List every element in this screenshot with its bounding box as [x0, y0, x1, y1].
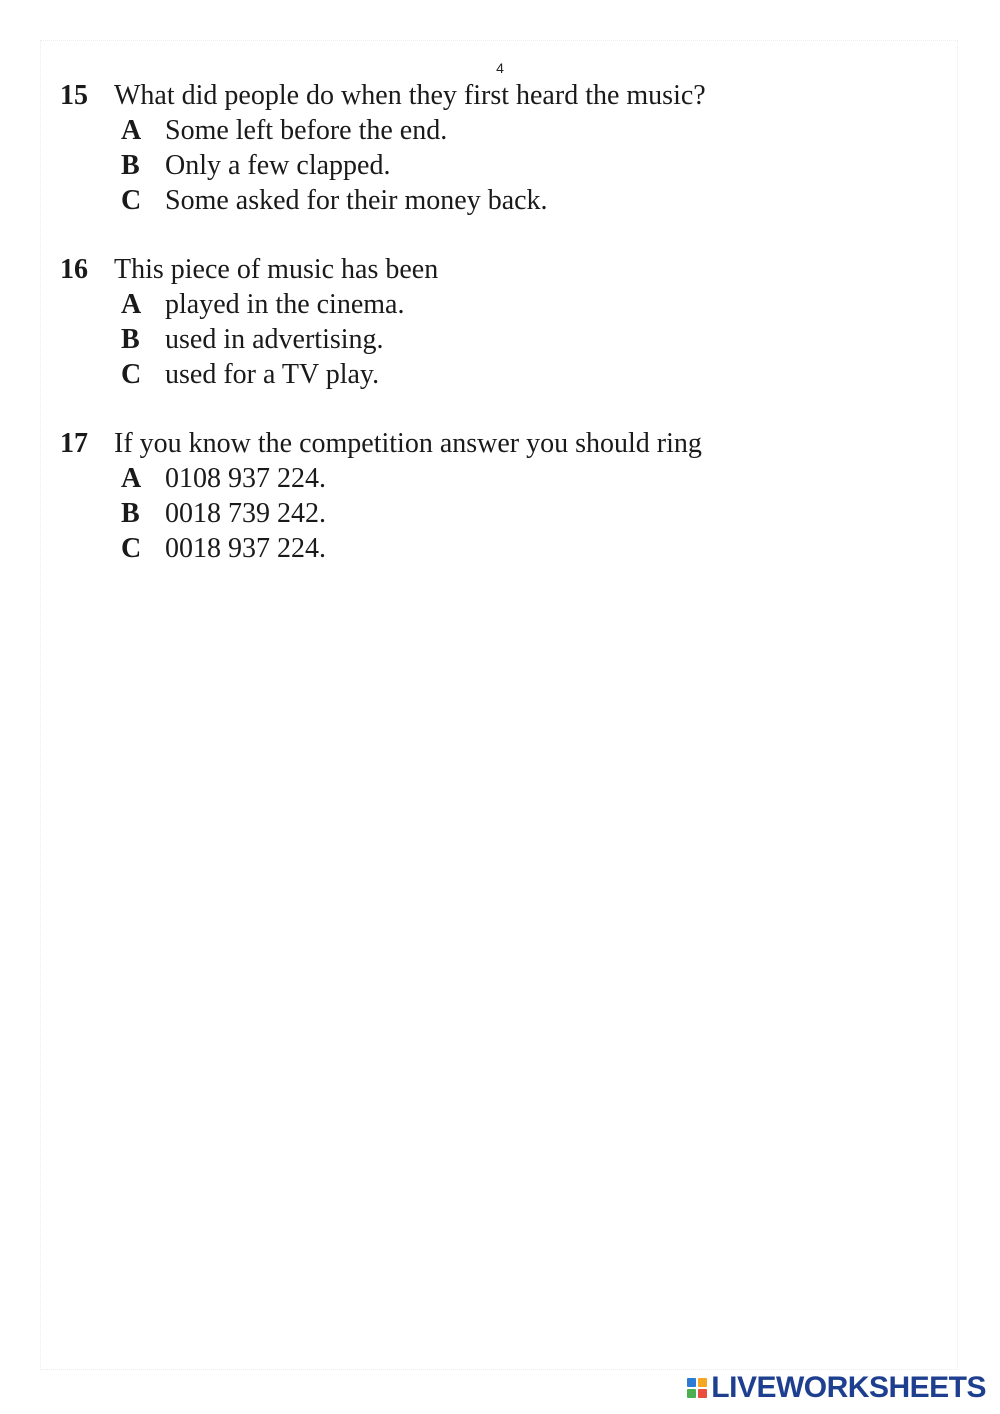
- liveworksheets-logo-icon: [687, 1378, 707, 1398]
- option-15-c[interactable]: [60, 183, 940, 218]
- question-15: [60, 78, 940, 218]
- option-text: 0018 937 224.: [165, 533, 326, 564]
- logo-cell-blue: [687, 1378, 696, 1387]
- option-letter: B: [121, 324, 140, 355]
- question-header: [60, 252, 940, 287]
- option-letter: C: [121, 185, 142, 216]
- brand-text: LIVEWORKSHEETS: [711, 1371, 986, 1404]
- questions-list: [60, 78, 940, 600]
- question-text: What did people do when they first heard the music?: [114, 80, 706, 111]
- option-text: used for a TV play.: [165, 359, 380, 390]
- option-letter: A: [121, 289, 142, 320]
- question-17: [60, 426, 940, 566]
- option-text: Only a few clapped.: [165, 150, 391, 181]
- option-16-a[interactable]: [60, 287, 940, 322]
- question-header: [60, 78, 940, 113]
- question-number: 16: [60, 254, 88, 285]
- option-text: Some asked for their money back.: [165, 185, 548, 216]
- option-17-c[interactable]: [60, 531, 940, 566]
- option-15-a[interactable]: [60, 113, 940, 148]
- liveworksheets-brand[interactable]: [687, 1370, 986, 1406]
- logo-cell-green: [687, 1389, 696, 1398]
- question-16: [60, 252, 940, 392]
- option-text: used in advertising.: [165, 324, 384, 355]
- option-text: 0018 739 242.: [165, 498, 326, 529]
- question-text: If you know the competition answer you should ring: [114, 428, 702, 459]
- option-letter: A: [121, 463, 142, 494]
- option-text: 0108 937 224.: [165, 463, 326, 494]
- option-letter: C: [121, 533, 142, 564]
- option-17-a[interactable]: [60, 461, 940, 496]
- logo-cell-orange: [698, 1378, 707, 1387]
- question-text: This piece of music has been: [114, 254, 439, 285]
- question-header: [60, 426, 940, 461]
- option-16-c[interactable]: [60, 357, 940, 392]
- question-number: 17: [60, 428, 88, 459]
- logo-cell-red: [698, 1389, 707, 1398]
- option-17-b[interactable]: [60, 496, 940, 531]
- option-text: Some left before the end.: [165, 115, 448, 146]
- question-number: 15: [60, 80, 88, 111]
- page-number: 4: [496, 60, 504, 76]
- option-letter: B: [121, 498, 140, 529]
- option-letter: B: [121, 150, 140, 181]
- option-text: played in the cinema.: [165, 289, 405, 320]
- option-16-b[interactable]: [60, 322, 940, 357]
- option-15-b[interactable]: [60, 148, 940, 183]
- option-letter: A: [121, 115, 142, 146]
- option-letter: C: [121, 359, 142, 390]
